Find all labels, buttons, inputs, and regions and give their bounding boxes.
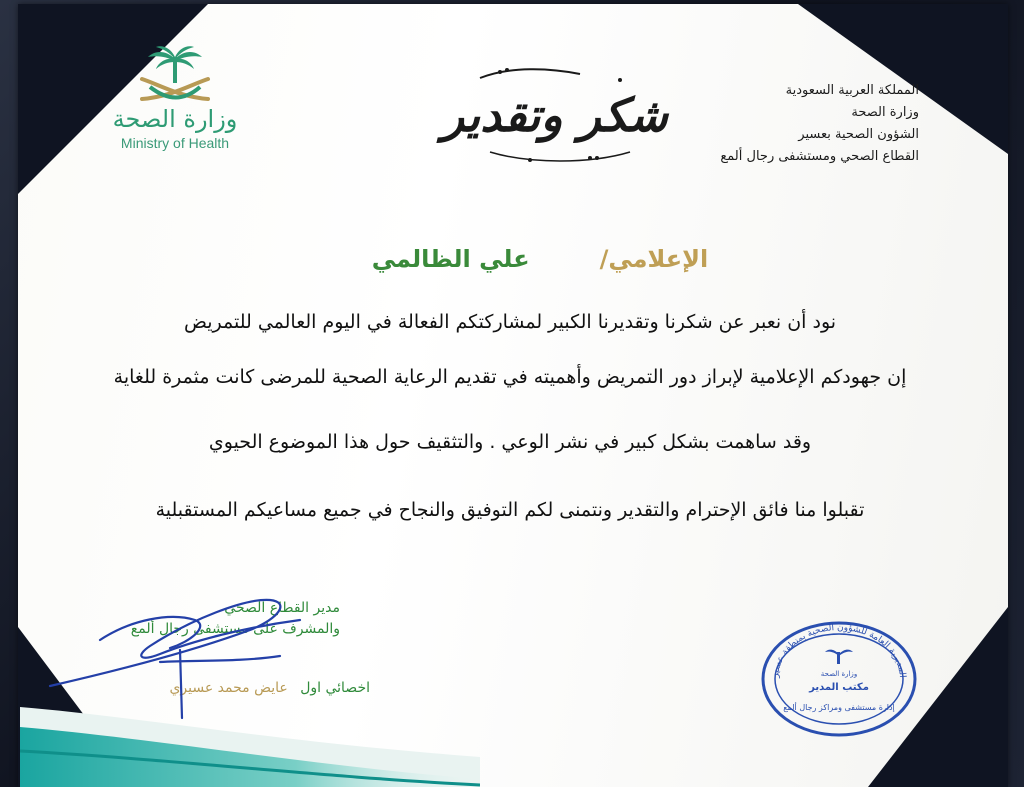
recipient-name: علي الظالمي	[371, 245, 530, 273]
handwritten-signature	[40, 590, 340, 720]
body-line-2: إن جهودكم الإعلامية لإبراز دور التمريض وأهميته في تقديم الرعاية الصحية للمرضى كانت مثمرة للغاية	[113, 366, 907, 388]
stamp-bottom-text: إدارة مستشفى ومراكز رجال ألمع	[783, 703, 895, 712]
palm-swords-icon	[120, 45, 230, 103]
official-stamp	[758, 618, 920, 740]
specialist-title: اخصائي اول	[300, 680, 370, 696]
body-line-4: تقبلوا منا فائق الإحترام والتقدير ونتمنى لكم التوفيق والنجاح في جميع مساعيكم المستقبلية	[155, 499, 865, 521]
recipient	[330, 245, 750, 285]
issuer-header	[699, 80, 919, 168]
stamp-office-text: مكتب المدير	[809, 682, 869, 693]
recipient-title: الإعلامي/	[599, 245, 709, 273]
stamp-ring-text: المديرية العامة للشؤون الصحية بمنطقة عسير	[770, 622, 907, 679]
certificate-title: شكر وتقدير	[442, 88, 668, 142]
ministry-logo	[100, 45, 250, 165]
logo-arabic-text: وزارة الصحة	[112, 105, 238, 133]
header-line-country: المملكة العربية السعودية	[785, 83, 919, 98]
body-line-3: وقد ساهمت بشكل كبير في نشر الوعي . والتثقيف حول هذا الموضوع الحيوي	[208, 431, 812, 453]
header-line-sector: القطاع الصحي ومستشفى رجال ألمع	[720, 149, 919, 164]
header-line-affairs: الشؤون الصحية بعسير	[798, 127, 919, 142]
signatory-line-1: مدير القطاع الصحي	[224, 600, 340, 616]
header-line-ministry: وزارة الصحة	[851, 105, 919, 120]
signatory-line-2: والمشرف على مستشفى رجال ألمع	[130, 621, 340, 637]
body-line-1: نود أن نعبر عن شكرنا وتقديرنا الكبير لمشاركتكم الفعالة في اليوم العالمي للتمريض	[183, 311, 837, 333]
logo-english-text: Ministry of Health	[120, 135, 230, 151]
stamp-center-text: وزارة الصحة	[820, 670, 858, 678]
specialist-name: عايض محمد عسيري	[169, 680, 288, 696]
